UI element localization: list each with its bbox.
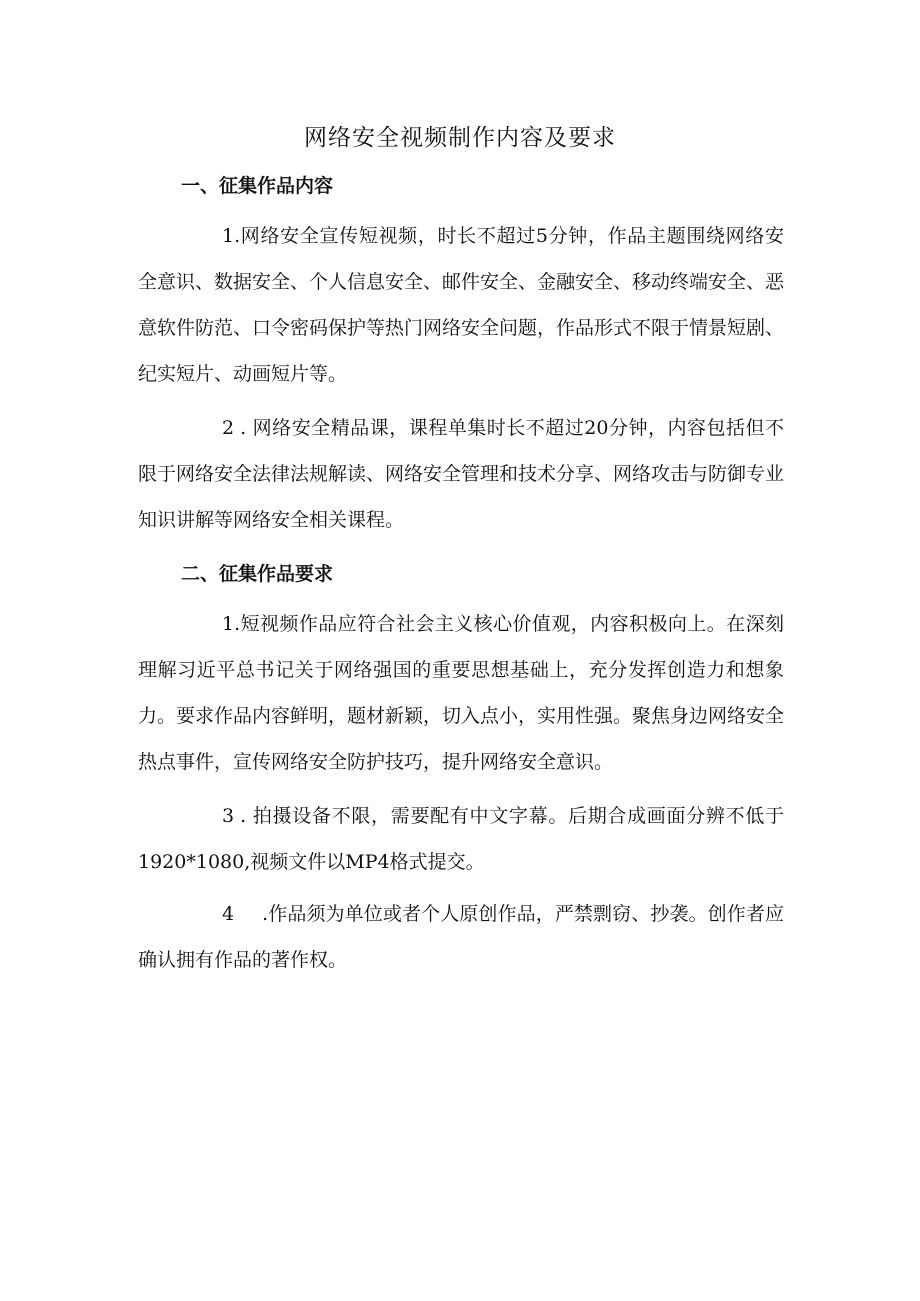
- item-number: 1.: [222, 225, 241, 247]
- item-number: 2 .: [222, 417, 247, 439]
- content-item-1: [138, 213, 784, 397]
- item-text: 拍摄设备不限，需要配有中文字幕。后期合成画面分辨不低于1920*1080,视频文件以MP4格式提交。: [138, 805, 784, 873]
- section-heading-requirements: 二、征集作品要求: [181, 563, 334, 585]
- content-item-2: [138, 405, 784, 543]
- item-text: 网络安全精品课，课程单集时长不超过20分钟，内容包括但不限于网络安全法律法规解读、网络安全管理和技术分享、网络攻击与防御专业知识讲解等网络安全相关课程。: [138, 417, 785, 531]
- requirement-item-3: [138, 793, 784, 885]
- item-text: 网络安全宣传短视频，时长不超过5分钟，作品主题围绕网络安全意识、数据安全、个人信息安全、邮件安全、金融安全、移动终端安全、恶意软件防范、口令密码保护等热门网络安全问题，作品形式不限于情景短剧、纪实短片、动画短片等。: [138, 225, 785, 385]
- item-text: .作品须为单位或者个人原创作品，严禁剽窃、抄袭。创作者应确认拥有作品的著作权。: [138, 903, 784, 971]
- item-number: 1.: [222, 613, 241, 635]
- item-text: 短视频作品应符合社会主义核心价值观，内容积极向上。在深刻理解习近平总书记关于网络强国的重要思想基础上，充分发挥创造力和想象力。要求作品内容鲜明，题材新颖，切入点小，实用性强。聚焦身边网络安全热点事件，宣传网络安全防护技巧，提升网络安全意识。: [138, 613, 785, 773]
- requirement-item-4: [138, 891, 784, 983]
- requirement-item-1: [138, 601, 784, 785]
- document-title: 网络安全视频制作内容及要求: [304, 125, 616, 151]
- item-number: 4: [222, 903, 235, 925]
- section-heading-content: 一、征集作品内容: [181, 175, 334, 197]
- item-number: 3 .: [222, 805, 247, 827]
